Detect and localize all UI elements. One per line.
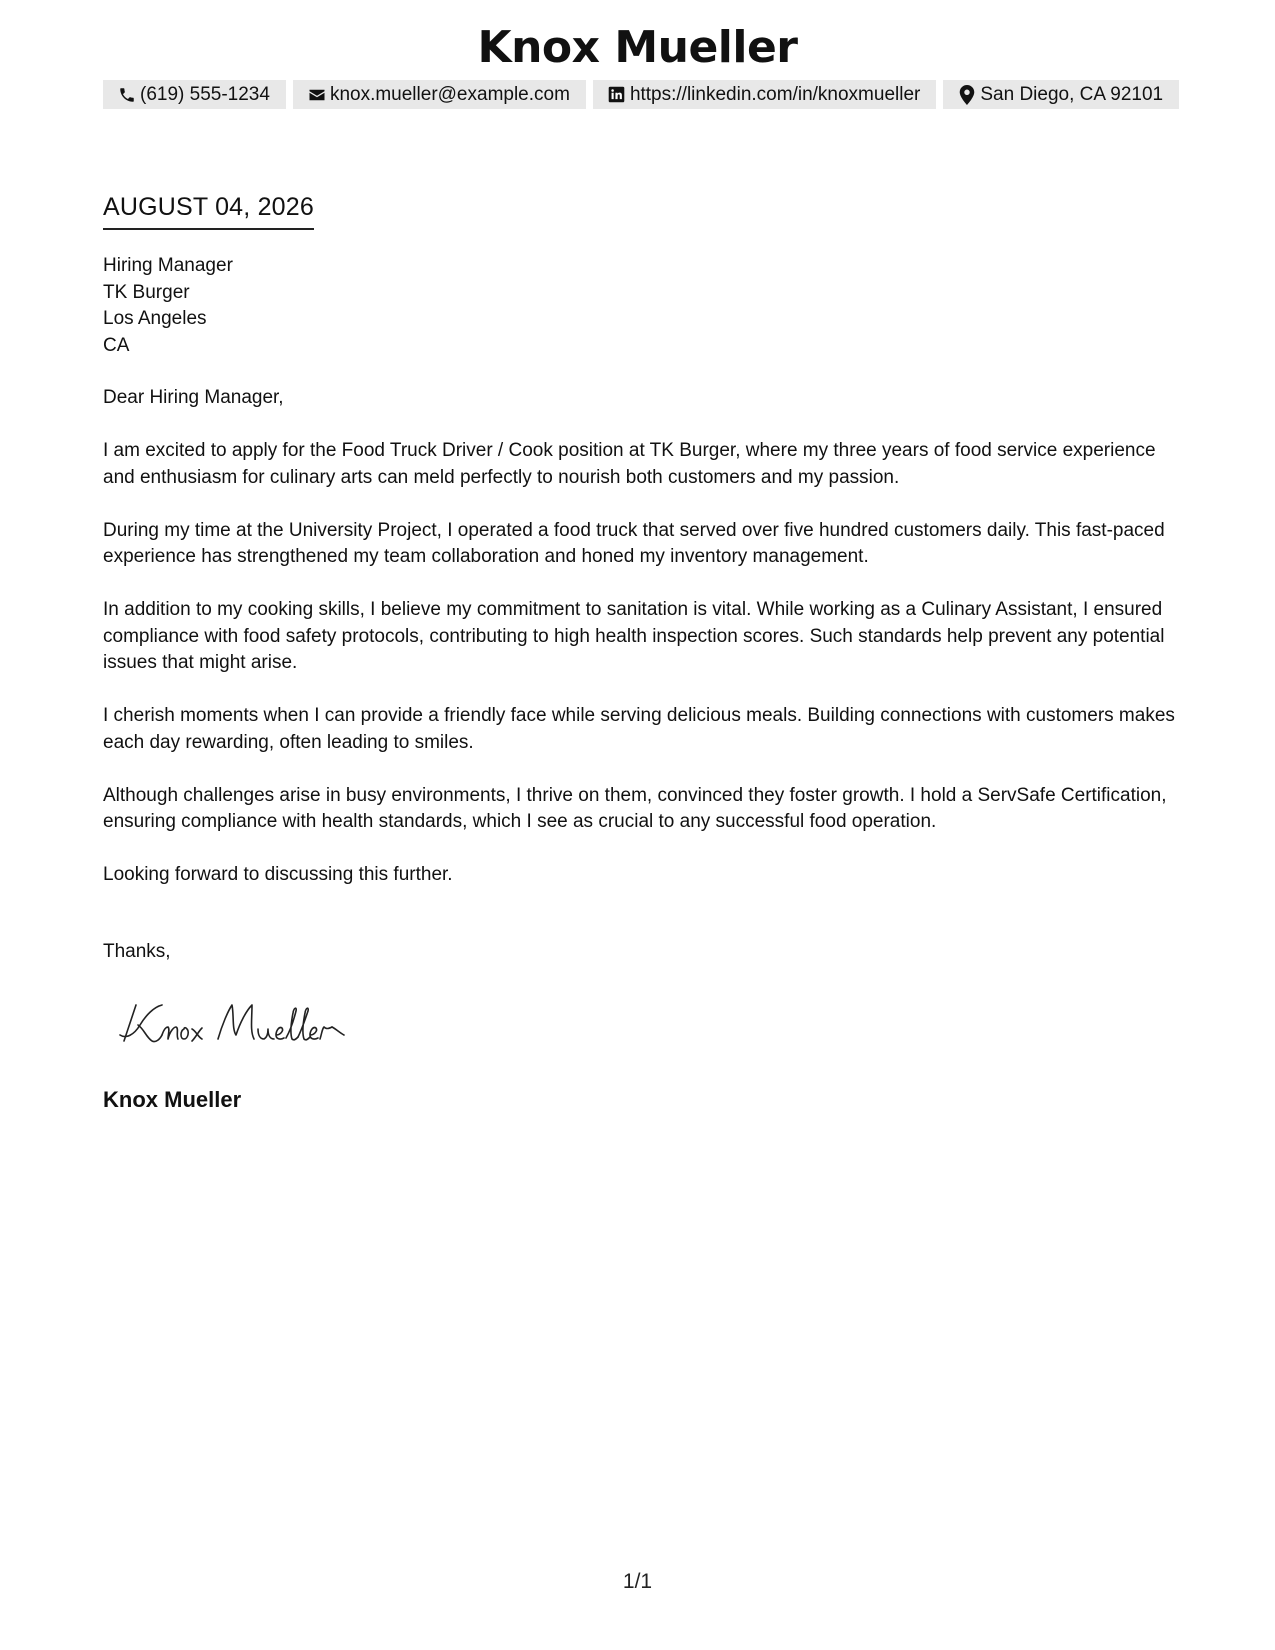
map-pin-icon <box>957 85 977 105</box>
phone-icon <box>117 85 137 105</box>
handwritten-signature <box>118 995 348 1051</box>
salutation: Dear Hiring Manager, <box>103 387 284 408</box>
contact-email[interactable] <box>293 80 586 109</box>
recipient-line: Hiring Manager <box>103 255 233 276</box>
linkedin-icon <box>607 85 627 105</box>
body-paragraph: Looking forward to discussing this further. <box>103 864 453 885</box>
body-paragraph: During my time at the University Project, I operated a food truck that served over five hundred customers daily. This fast-paced experience has strengthened my team collaboration and honed my inventory management. <box>103 519 1165 567</box>
letter-body <box>103 385 1183 915</box>
body-paragraph: I cherish moments when I can provide a friendly face while serving delicious meals. Building connections with customers makes each day rewarding, often leading to smiles. <box>103 705 1175 753</box>
body-paragraph: In addition to my cooking skills, I believe my commitment to sanitation is vital. While working as a Culinary Assistant, I ensured compliance with food safety protocols, contributing to high health inspection scores. Such standards help prevent any potential issues that might arise. <box>103 599 1165 673</box>
contact-linkedin[interactable] <box>593 80 936 109</box>
recipient-line: Los Angeles <box>103 308 207 329</box>
contact-bar <box>103 80 1172 109</box>
page-number: 1/1 <box>622 1570 653 1593</box>
applicant-name-heading: Knox Mueller <box>477 22 798 73</box>
contact-location <box>943 80 1179 109</box>
body-paragraph: Although challenges arise in busy environments, I thrive on them, convinced they foster growth. I hold a ServSafe Certification, ensuring compliance with health standards, which I see as crucial to any successful food operation. <box>103 784 1167 832</box>
contact-phone-text: (619) 555-1234 <box>140 83 270 105</box>
contact-email-text: knox.mueller@example.com <box>329 83 570 105</box>
signer-name: Knox Mueller <box>103 1087 242 1112</box>
body-paragraph: I am excited to apply for the Food Truck Driver / Cook position at TK Burger, where my three years of food service experience and enthusiasm for culinary arts can meld perfectly to nourish both customers and my passion. <box>103 440 1156 488</box>
closing: Thanks, <box>103 941 171 962</box>
recipient-address <box>103 253 233 359</box>
contact-linkedin-text: https://linkedin.com/in/knoxmueller <box>629 83 921 105</box>
envelope-icon <box>307 85 327 105</box>
letter-date: AUGUST 04, 2026 <box>103 193 314 230</box>
recipient-line: CA <box>103 334 130 356</box>
contact-phone <box>103 80 286 109</box>
recipient-line: TK Burger <box>103 281 190 303</box>
contact-location-text: San Diego, CA 92101 <box>980 83 1164 105</box>
